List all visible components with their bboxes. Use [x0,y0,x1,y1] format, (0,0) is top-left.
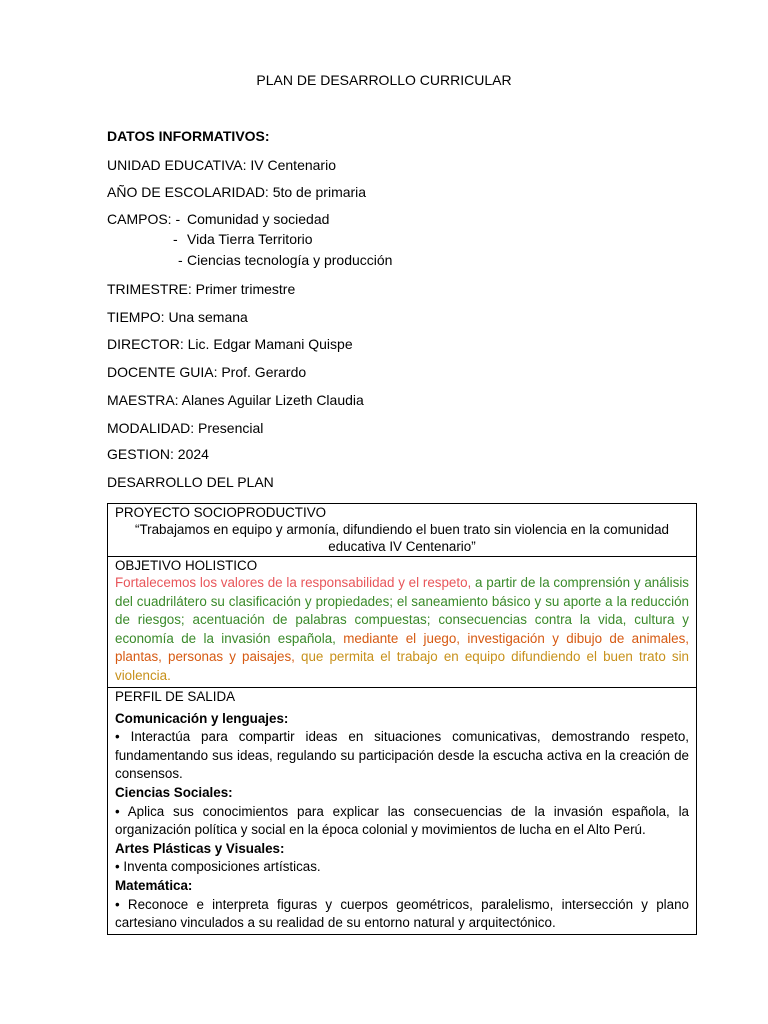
objetivo-text [115,574,689,686]
unidad-educativa: UNIDAD EDUCATIVA: IV Centenario [107,157,336,173]
campo-dash: - [178,252,183,268]
modalidad: MODALIDAD: Presencial [107,420,264,436]
objetivo-cell [108,557,696,688]
campos-label: CAMPOS: - [107,211,181,227]
perfil-area-title: Matemática: [115,877,193,893]
tiempo: TIEMPO: Una semana [107,309,248,325]
objetivo-saber: a partir de la comprensión y análisis del cuadrilátero su clasificación y propiedades; el saneamiento básico y su aporte a la reducción de riesgos; acentuación de palabras compuestas; consecuencias contra la vida, cultura y economía de la invasión española, [115,575,689,646]
maestra: MAESTRA: Alanes Aguilar Lizeth Claudia [107,392,364,408]
perfil-area-title: Ciencias Sociales: [115,784,233,800]
desarrollo-del-plan: DESARROLLO DEL PLAN [107,474,274,490]
perfil-heading: PERFIL DE SALIDA [115,688,236,704]
gestion: GESTION: 2024 [107,446,209,462]
perfil-area-text: • Aplica sus conocimientos para explicar las consecuencias de la invasión española, la organización política y social en la época colonial y movimientos de lucha en el Alto Perú. [115,803,689,838]
campo-item: Ciencias tecnología y producción [187,252,393,268]
perfil-area-title: Comunicación y lenguajes: [115,710,289,726]
objetivo-hacer: mediante el juego, investigación y dibujo de animales, plantas, personas y paisajes, [115,630,689,665]
anio-escolaridad: AÑO DE ESCOLARIDAD: 5to de primaria [107,184,367,200]
perfil-area-text: • Interactúa para compartir ideas en situaciones comunicativas, demostrando respeto, fundamentando sus ideas, regulando su participación desde la escucha activa en la creación de consensos. [115,729,689,782]
proyecto-text: “Trabajamos en equipo y armonía, difundiendo el buen trato sin violencia en la comunidad educativa IV Centenario” [135,522,669,554]
perfil-area-text: • Reconoce e interpreta figuras y cuerpos geométricos, paralelismo, intersección y plano cartesiano vinculados a su realidad de su entorno natural y arquitectónico. [115,896,689,931]
docente-guia: DOCENTE GUIA: Prof. Gerardo [107,364,307,380]
objetivo-heading: OBJETIVO HOLISTICO [115,558,258,573]
perfil-area-title: Artes Plásticas y Visuales: [115,840,285,856]
objetivo-ser: Fortalecemos los valores de la responsabilidad y el respeto, [115,575,472,590]
director: DIRECTOR: Lic. Edgar Mamani Quispe [107,336,353,352]
objetivo-decidir: que permita el trabajo en equipo difundiendo el buen trato sin violencia. [115,649,689,683]
perfil-area-text: • Inventa composiciones artísticas. [115,859,321,875]
campo-item: Comunidad y sociedad [187,211,330,227]
proyecto-cell [108,504,696,557]
campo-dash: - [173,231,178,247]
perfil-cell [108,688,696,934]
proyecto-heading: PROYECTO SOCIOPRODUCTIVO [115,505,327,520]
campo-item: Vida Tierra Territorio [187,231,313,247]
trimestre: TRIMESTRE: Primer trimestre [107,281,296,297]
plan-table [107,503,697,935]
document-title: PLAN DE DESARROLLO CURRICULAR [256,72,512,88]
datos-heading: DATOS INFORMATIVOS: [107,128,270,144]
